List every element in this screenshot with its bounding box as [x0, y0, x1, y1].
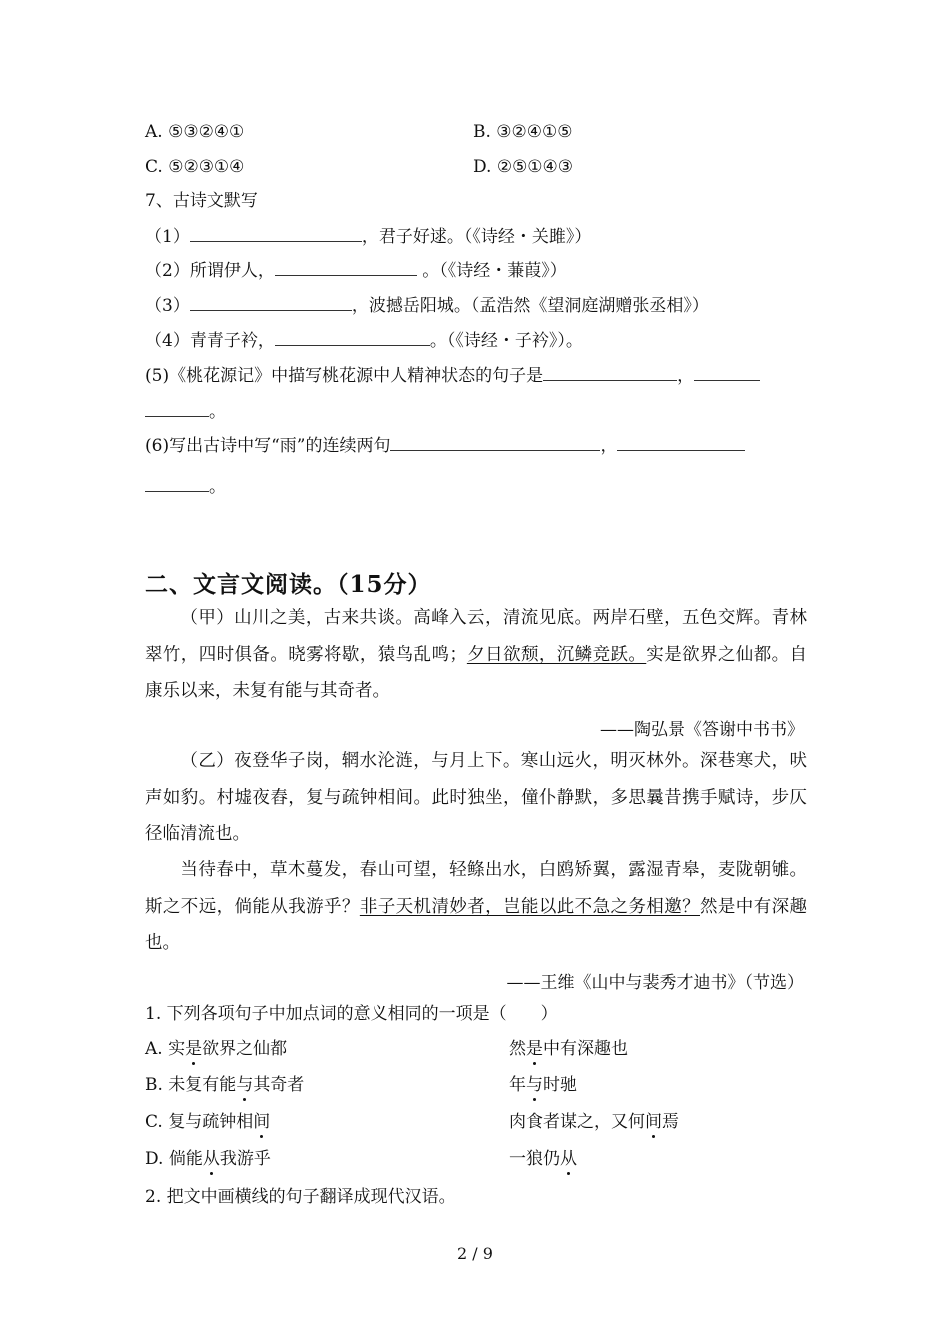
dotted-word: 是 [185, 1039, 203, 1059]
q7-line-6 [145, 434, 745, 457]
q7-line-5 [145, 364, 760, 387]
section-heading: 二、文言文阅读。（15分） [145, 571, 432, 598]
q7-l2-prefix: （2）所谓伊人， [145, 261, 275, 281]
answer-blank[interactable] [390, 434, 600, 451]
option-a: A. ⑤③②④① [145, 122, 245, 142]
q7-l3-prefix: （3） [145, 296, 190, 316]
comma: ， [677, 366, 695, 386]
passage-jia-text-2: 实是欲界之仙都。自康乐以来，未复有能与其奇者。 [145, 644, 808, 701]
option-b: B. ③②④①⑤ [473, 122, 573, 142]
passage-jia-text-1: （甲）山川之美，古来共谈。高峰入云，清流见底。两岸石壁，五色交辉。青林翠竹，四时俱备。晓雾将歇，猿鸟乱鸣； [145, 608, 807, 665]
answer-blank[interactable] [145, 400, 209, 417]
choice-compare [509, 1038, 628, 1060]
dotted-word: 与 [526, 1075, 543, 1095]
period: 。 [209, 477, 226, 497]
passage-yi-text-2b: 然是中有深趣也。 [145, 896, 808, 953]
answer-blank[interactable] [694, 364, 760, 381]
source-yi: ——王维《山中与裴秀才迪书》（节选） [506, 973, 804, 993]
choice-text: 肉食者谋之，又何 [509, 1112, 645, 1132]
dotted-word: 与 [236, 1075, 254, 1095]
q7-l2-suffix: 。（《诗经・蒹葭》） [416, 261, 567, 281]
choice-text: 一狼仍 [509, 1149, 560, 1169]
dotted-word: 从 [202, 1149, 220, 1169]
q7-l3-suffix: ，波撼岳阳城。（孟浩然《望洞庭湖赠张丞相》） [351, 296, 709, 316]
choice-compare [509, 1148, 577, 1170]
q7-line-1 [145, 225, 591, 248]
question-1: 1. 下列各项句子中加点词的意义相同的一项是（ ） [145, 1004, 558, 1024]
dotted-word: 从 [560, 1149, 577, 1169]
choice-text: 其奇者 [253, 1075, 305, 1095]
answer-blank[interactable] [617, 434, 745, 451]
answer-blank[interactable] [275, 259, 417, 276]
choice-b[interactable] [145, 1074, 845, 1096]
q7-line-5-cont [145, 400, 226, 423]
q7-line-4 [145, 329, 583, 352]
answer-blank[interactable] [145, 475, 209, 492]
q7-l5-prefix: (5)《桃花源记》中描写桃花源中人精神状态的句子是 [145, 366, 544, 386]
choice-text: 时驰 [543, 1075, 577, 1095]
q7-line-6-cont [145, 475, 226, 498]
choice-text: 焉 [662, 1112, 679, 1132]
dotted-word: 是 [526, 1039, 543, 1059]
q7-title: 7、古诗文默写 [145, 191, 258, 211]
passage-yi-text-1: （乙）夜登华子岗，辋水沦涟，与月上下。寒山远火，明灭林外。深巷寒犬，吠声如豹。村墟夜舂，复与疏钟相间。此时独坐，僮仆静默，多思曩昔携手赋诗，步仄径临清流也。 [145, 751, 807, 844]
q7-l6-prefix: (6)写出古诗中写“雨”的连续两句 [145, 436, 391, 456]
q7-line-3 [145, 294, 709, 317]
question-2: 2. 把文中画横线的句子翻译成现代汉语。 [145, 1187, 456, 1207]
comma: ， [600, 436, 618, 456]
choice-c[interactable] [145, 1111, 845, 1133]
period: 。 [209, 402, 226, 422]
passage-yi-underlined: 非子天机清妙者，岂能以此不急之务相邀？ [359, 896, 700, 917]
q7-line-2 [145, 259, 567, 282]
choice-a[interactable] [145, 1038, 845, 1060]
dotted-word: 间 [645, 1112, 662, 1132]
dotted-word: 间 [253, 1112, 271, 1132]
choice-text: 我游乎 [219, 1149, 271, 1169]
passage-jia-underlined: 夕日欲颓，沉鳞竞跃。 [466, 644, 647, 665]
answer-blank[interactable] [275, 329, 430, 346]
choice-text: A. 实 [145, 1039, 186, 1059]
passage-yi-1 [145, 743, 807, 853]
q7-l1-prefix: （1） [145, 227, 190, 247]
choice-text: B. 未复有能 [145, 1075, 237, 1095]
choice-text: C. 复与疏钟相 [145, 1112, 254, 1132]
choice-text: 年 [509, 1075, 526, 1095]
choice-compare [509, 1111, 679, 1133]
passage-yi-2 [145, 852, 807, 962]
answer-blank[interactable] [543, 364, 677, 381]
answer-blank[interactable] [190, 294, 352, 311]
page-number: 2 / 9 [457, 1244, 493, 1263]
choice-text: 中有深趣也 [543, 1039, 628, 1059]
q7-l1-suffix: ，君子好逑。（《诗经・关雎》） [361, 227, 592, 247]
passage-yi-text-2a: 当待春中，草木蔓发，春山可望，轻鲦出水，白鸥矫翼，露湿青皋，麦陇朝雊。斯之不远，倘能从我游乎？ [145, 860, 807, 917]
option-c: C. ⑤②③①④ [145, 157, 245, 177]
q7-l4-suffix: 。（《诗经・子衿》）。 [429, 331, 583, 351]
choice-text: D. 倘能 [145, 1149, 203, 1169]
choice-text: 欲界之仙都 [202, 1039, 288, 1059]
passage-jia [145, 600, 807, 710]
choice-text: 然 [509, 1039, 526, 1059]
choice-d[interactable] [145, 1148, 845, 1170]
source-jia: ——陶弘景《答谢中书书》 [600, 720, 804, 740]
option-d: D. ②⑤①④③ [473, 157, 574, 177]
q7-l4-prefix: （4）青青子衿， [145, 331, 275, 351]
answer-blank[interactable] [190, 225, 362, 242]
choice-compare [509, 1074, 577, 1096]
